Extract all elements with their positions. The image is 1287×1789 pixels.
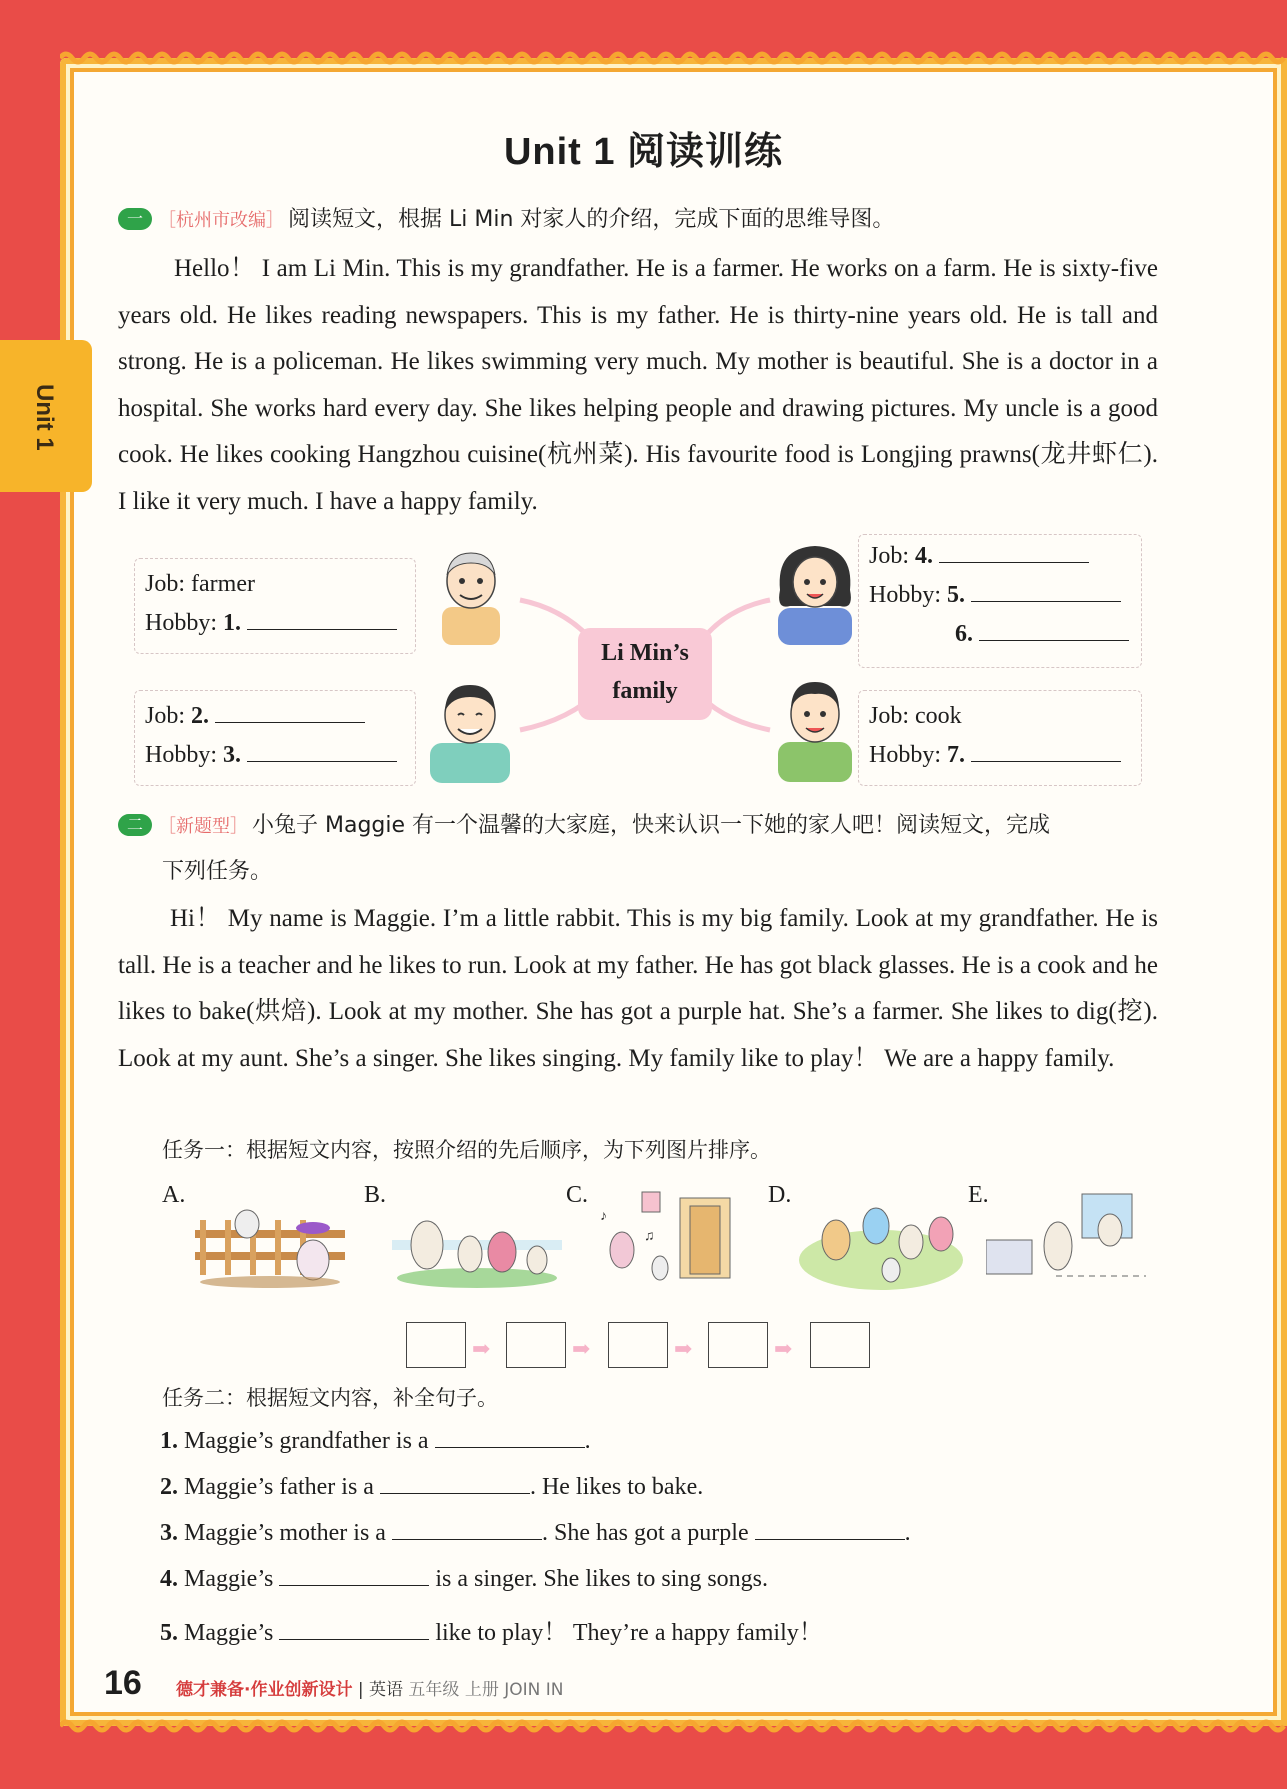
page-title: Unit 1 阅读训练 <box>503 131 784 173</box>
answer-blank-2[interactable] <box>215 722 365 723</box>
section2-passage <box>118 896 1158 1082</box>
order-box-5[interactable] <box>810 1322 870 1368</box>
section1-passage <box>118 246 1158 525</box>
question-1-number: 1. <box>160 1428 178 1454</box>
father-box <box>134 690 416 786</box>
section1-badge: 一 <box>118 208 152 230</box>
section2-source: ［新题型］ <box>158 816 248 837</box>
father-job-label: Job: <box>145 703 192 729</box>
order-box-3[interactable] <box>608 1322 668 1368</box>
question-4-blank[interactable] <box>279 1585 429 1586</box>
question-2-text: Maggie’s father is a <box>184 1474 374 1500</box>
footer-brand: 德才兼备·作业创新设计 <box>176 1680 353 1700</box>
question-5-blank[interactable] <box>279 1639 429 1640</box>
footer-subject: 英语 <box>369 1680 404 1700</box>
section1-source: ［杭州市改编］ <box>158 210 284 231</box>
answer-blank-5[interactable] <box>971 601 1121 602</box>
picture-b-family-walking <box>392 1190 562 1290</box>
arrow-right-icon: ➡ <box>774 1336 793 1361</box>
question-2 <box>160 1474 703 1501</box>
uncle-box <box>858 690 1142 786</box>
blank-number-3: 3. <box>223 742 241 768</box>
grandfather-job: Job: farmer <box>145 571 255 597</box>
picture-label-b: B. <box>364 1182 387 1208</box>
question-5-text: Maggie’s <box>184 1620 274 1646</box>
mother-hobby-label: Hobby: <box>869 582 947 608</box>
task2-instruction: 任务二：根据短文内容，补全句子。 <box>162 1386 498 1410</box>
picture-label-e: E. <box>968 1182 989 1208</box>
picture-label-d: D. <box>768 1182 792 1208</box>
grandfather-illustration <box>430 545 512 645</box>
question-4-number: 4. <box>160 1566 178 1592</box>
mindmap-center-line1: Li Min’s <box>601 640 689 666</box>
section1-heading <box>118 204 894 237</box>
question-3-mid: . She has got a purple <box>541 1520 749 1546</box>
father-hobby-label: Hobby: <box>145 742 223 768</box>
uncle-illustration <box>768 672 862 782</box>
mother-box <box>858 534 1142 668</box>
question-1 <box>160 1428 591 1455</box>
question-2-end: . He likes to bake. <box>529 1474 704 1500</box>
order-box-4[interactable] <box>708 1322 768 1368</box>
grandfather-box <box>134 558 416 654</box>
question-2-number: 2. <box>160 1474 178 1500</box>
section2-passage-text: Hi！ My name is Maggie. I’m a little rabbit. This is my big family. Look at my grandfather. He is tall. He is a teacher and he likes to run. Look at my father. He has got black glasses. He is a cook and he likes to bake(烘焙). Look at my mother. She has got a purple hat. She’s a farmer. She likes to dig(挖). Look at my aunt. She’s a singer. She likes singing. My family like to play！ We are a happy family. <box>118 905 1158 1072</box>
answer-blank-1[interactable] <box>247 629 397 630</box>
answer-blank-3[interactable] <box>247 761 397 762</box>
unit-side-tab-label: Unit 1 <box>31 384 58 451</box>
section1-instruction: 阅读短文，根据 Li Min 对家人的介绍，完成下面的思维导图。 <box>288 207 895 232</box>
order-box-2[interactable] <box>506 1322 566 1368</box>
section2-heading <box>118 810 1050 843</box>
blank-number-5: 5. <box>947 582 965 608</box>
picture-label-c: C. <box>566 1182 589 1208</box>
question-4-text: Maggie’s <box>184 1566 274 1592</box>
arrow-right-icon: ➡ <box>472 1336 491 1361</box>
footer-info: 德才兼备·作业创新设计 | 英语 五年级 上册 JOIN IN <box>176 1680 564 1700</box>
blank-number-2: 2. <box>191 703 210 729</box>
question-3-text: Maggie’s mother is a <box>184 1520 386 1546</box>
section2-instruction-line2: 下列任务。 <box>162 859 273 884</box>
mother-job-label: Job: <box>869 543 916 569</box>
question-3 <box>160 1520 911 1547</box>
uncle-job: Job: cook <box>869 703 962 729</box>
unit-side-tab <box>0 340 92 492</box>
blank-number-1: 1. <box>223 610 241 636</box>
father-illustration <box>420 675 520 783</box>
order-box-1[interactable] <box>406 1322 466 1368</box>
picture-a-mother-digging <box>195 1190 345 1290</box>
question-5-end: like to play！ They’re a happy family！ <box>435 1620 823 1646</box>
arrow-right-icon: ➡ <box>572 1336 591 1361</box>
picture-label-a: A. <box>162 1182 186 1208</box>
question-5 <box>160 1612 823 1647</box>
question-1-blank[interactable] <box>435 1447 585 1448</box>
picture-c-singing-door <box>592 1190 742 1290</box>
question-3-end: . <box>904 1520 911 1546</box>
answer-blank-4[interactable] <box>939 562 1089 563</box>
question-4-end: is a singer. She likes to sing songs. <box>435 1566 768 1592</box>
decorative-wave-border-bottom <box>60 1718 1287 1734</box>
mindmap-center-node <box>578 628 712 720</box>
section2-instruction-line1: 小兔子 Maggie 有一个温馨的大家庭，快来认识一下她的家人吧！阅读短文，完成 <box>252 813 1051 838</box>
svg-text:♪: ♪ <box>600 1209 607 1224</box>
svg-text:♫: ♫ <box>644 1229 655 1244</box>
picture-d-family-playing <box>796 1190 966 1290</box>
decorative-wave-border-top <box>60 50 1287 66</box>
picture-e-father-baking <box>986 1190 1146 1290</box>
question-4 <box>160 1566 768 1593</box>
grandfather-hobby-label: Hobby: <box>145 610 223 636</box>
answer-blank-7[interactable] <box>971 761 1121 762</box>
footer-grade: 五年级 上册 JOIN IN <box>408 1680 564 1700</box>
section1-passage-text: Hello！ I am Li Min. This is my grandfather. He is a farmer. He works on a farm. He is sixty-five years old. He likes reading newspapers. This is my father. He is thirty-nine years old. He is tall and strong. He is a policeman. He likes swimming very much. My mother is beautiful. She is a doctor in a hospital. She works hard every day. She likes helping people and drawing pictures. My uncle is a good cook. He likes cooking Hangzhou cuisine(杭州菜). His favourite food is Longjing prawns(龙井虾仁). I like it very much. I have a happy family. <box>118 255 1158 515</box>
question-1-end: . <box>584 1428 591 1454</box>
mother-illustration <box>770 540 860 645</box>
question-3-blank-2[interactable] <box>755 1539 905 1540</box>
question-3-number: 3. <box>160 1520 178 1546</box>
page-number: 16 <box>104 1664 142 1702</box>
question-1-text: Maggie’s grandfather is a <box>184 1428 429 1454</box>
blank-number-7: 7. <box>947 742 965 768</box>
mindmap-center-line2: family <box>612 678 678 704</box>
answer-blank-6[interactable] <box>979 640 1129 641</box>
question-2-blank[interactable] <box>380 1493 530 1494</box>
arrow-right-icon: ➡ <box>674 1336 693 1361</box>
task1-instruction: 任务一：根据短文内容，按照介绍的先后顺序，为下列图片排序。 <box>162 1138 771 1162</box>
blank-number-4: 4. <box>915 543 934 569</box>
section2-badge: 二 <box>118 814 152 836</box>
question-3-blank-1[interactable] <box>392 1539 542 1540</box>
uncle-hobby-label: Hobby: <box>869 742 947 768</box>
blank-number-6: 6. <box>955 621 973 647</box>
question-5-number: 5. <box>160 1620 178 1646</box>
